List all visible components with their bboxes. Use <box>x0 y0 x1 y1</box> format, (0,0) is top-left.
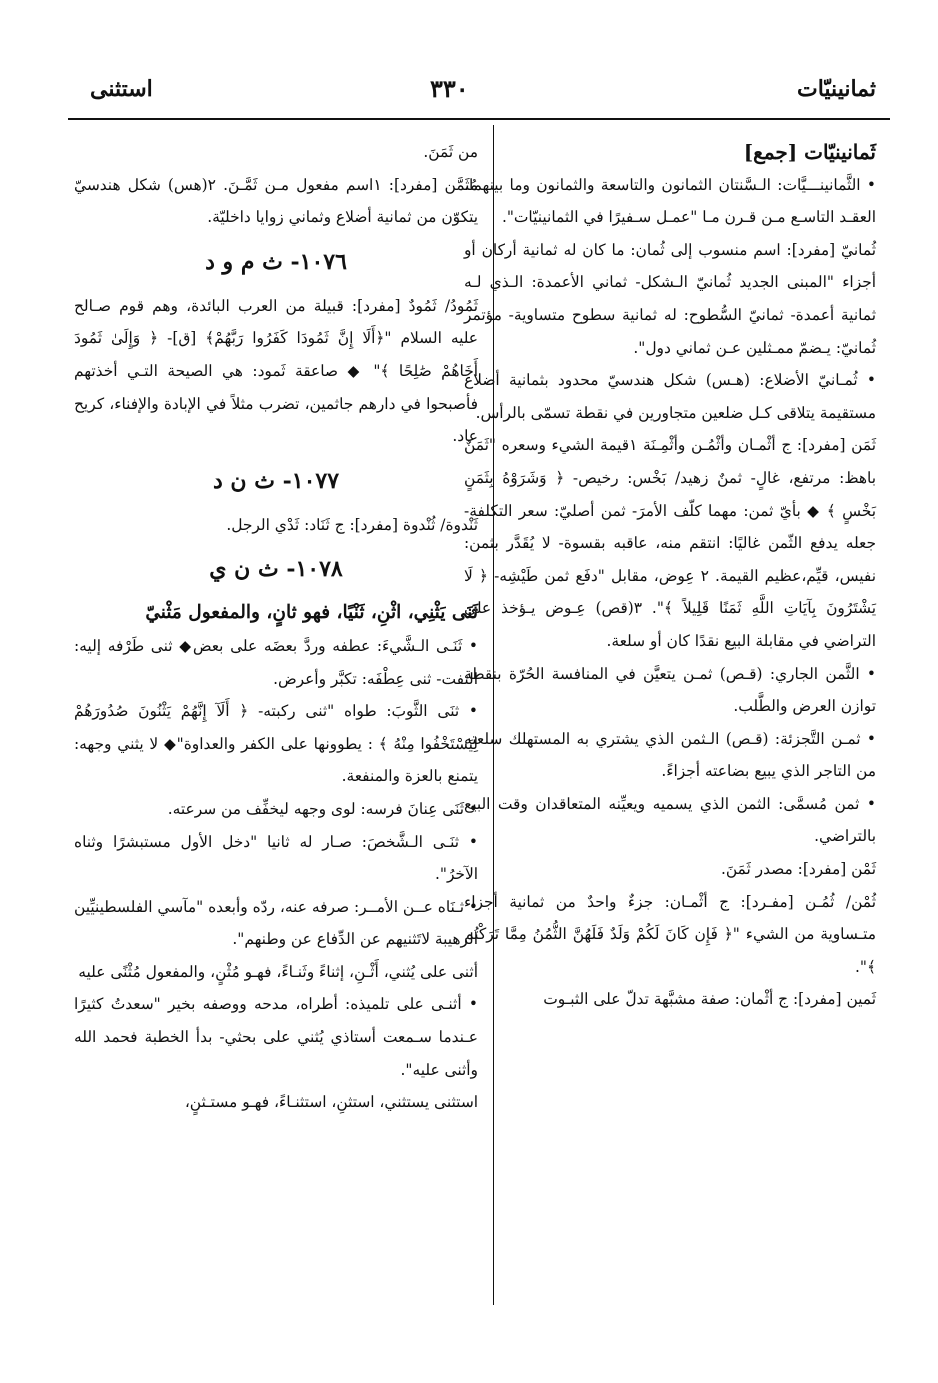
entry-paragraph: ثَنْدوة/ ثُنْدوة [مفرد]: ج ثَنَاد: ثَدْي الرجل. <box>226 515 478 534</box>
entry-paragraph: • ثنَى الثَّوبَ: طواه "ثنى ركبته- ﴿ أَلَآ إِنَّهُمْ يَثْنُونَ صُدُورَهُمْ لِيَسْتَخْفُوا مِنْهُ ﴾ : يطوونها على الكفر والعداوة"◆ لا يثني وجهه: يتمنع بالعزة والمنفعة. <box>74 702 478 786</box>
entry-paragraph: • ثُمـانيّ الأضلاع: (هـس) شكل هندسيّ محدود بثمانية أضلاع مستقيمة يتلاقى كـل ضلعين متجاورين في نقطة تسمّى بالرأس. <box>464 371 876 422</box>
entry-paragraph: • ثَنَـى الـشَّيءَ: عطفه وردَّ بعضَه على بعض◆ ثنى طَرْفه إليه: التفت- ثنى عِطْفَه: تكبَّر وأعرض. <box>74 636 478 688</box>
entry-paragraph: ثَمُودُ/ ثَمُودٌ [مفرد]: قبيلة من العرب البائدة، وهم قوم صـالح عليه السلام "﴿أَلَا إِنَّ ثَمُودَا كَفَرُوا رَبَّهُمْ﴾ [ق]- ﴿ وَإِلَىٰ ثَمُودَ أَخَاهُمْ صَٰلِحًا ﴾" ◆ صاعقة ثَمود: هي الصيحة التـي أخذتهم فأصبحوا في دارهم جاثمين، تضرب مثلاً في الإبادة والإفناء، كريح عاد. <box>74 296 478 446</box>
root-heading: ١٠٧٦- ث م و د <box>205 248 347 275</box>
entry-paragraph: ثَمَن [مفرد]: ج أثْمـان وأثْمُـن وأثْمِـنَة ١قيمة الشيء وسعره "ثَمَنٌ باهظ: مرتفع، غالٍ- ثمنٌ زهيد/ بَخْس: رخيص- ﴿ وَشَرَوْهُ بِثَمَنٍ بَخْسٍ ﴾ ◆ بأيّ ثمن: مهما كلّف الأمرَ- ثمن أصليّ: سعر التكلفة- جعله يدفع الثّمن غاليًا: انتقم منه، عاقبه بقسوة- لا يُقَدَّر بثمن: نفيس، قيِّم،عظيم القيمة. ٢ عِوض، مقابل "دفَع ثمن طَيْشِه- ﴿ لَا يَشْتَرُونَ بِآيَاتِ اللَّهِ ثَمَنًا قَلِيلاً ﴾". ٣(قص) عِـوض يـؤخذ على التراضي في مقابلة البيع نقدًا كان أو سلعة. <box>464 436 877 650</box>
header-rule <box>68 118 890 120</box>
entry-paragraph: • ثمن مُسمَّى: الثمن الذي يسميه ويعيِّنه المتعاقدان وقت البيع بالتراضي. <box>464 794 876 846</box>
entry-paragraph: استثنى يستثني، استثنِ، استثنـاءً، فهـو مستـثنٍ، <box>184 1093 478 1112</box>
section-title: ثَمانينيّات [جمع] <box>743 140 876 164</box>
entry-paragraph: من ثَمَنَ. <box>423 143 478 161</box>
entry-paragraph: ثُمانيّ [مفرد]: اسم منسوب إلى ثُمان: ما كان له ثمانية أركان أو أجزاء "المبنى الجديد ثُمانيّ الـشكل- ثماني الأعمدة: الـذي لـه ثمانية أعمدة- ثمانيّ السُّطوح: له ثمانية سطوح متساوية- مؤتمر ثُمانيّ: يـضمّ ممـثلين عـن ثماني دول". <box>464 240 876 357</box>
running-header-left: استثنى <box>90 76 153 102</box>
entry-paragraph: • الثَّمن الجاري: (قـص) ثمـن يتعيَّن في المنافسة الحُرّة بنقطة توازن العرض والطَّلب. <box>464 664 876 716</box>
entry-paragraph: • أثنـى على تلميذه: أطراه، مدحه ووصفه بخير "سعدتُ كثيرًا عـندما سـمعت أستاذي يُثني على بحثي- بدأ الخطبة فحمد الله وأثنى عليه". <box>74 995 478 1079</box>
entry-paragraph: • الثَّمانينـــيَّات: الـسَّنتان الثمانون والتاسعة والثمانون وما بينهما، العقـد التاسـع مـن قـرن مـا "عمـل سـفيرًا في الثمانينيّات". <box>464 175 876 227</box>
entry-paragraph: ثَمين [مفرد]: ج أثْمان: صفة مشبَّهة تدلّ على الثبـوت <box>543 990 876 1009</box>
verb-headword: ثَنَى يَثْنِي، اثْنِ، ثَنْيًا، فهو ثانٍ، والمفعول مَثْنيّ <box>145 602 478 624</box>
right-column <box>464 136 876 1016</box>
entry-paragraph: • ثنَـى الـشَّخصَ: صـار له ثانيا "دخل الأول مستبشرًا وثناه الآخرُ". <box>74 832 478 884</box>
entry-paragraph: • ثَنَى عِنانَ فرسه: لوى وجهه ليخفِّف من سرعته. <box>167 799 478 818</box>
left-column <box>74 136 478 1119</box>
entry-paragraph: ثُمْن/ ثُمُـن [مفـرد]: ج أثْمـان: جزءٌ واحدٌ من ثمانية أجزاء متـساوية من الشيء "﴿ فَإِن كَانَ لَكُمْ وَلَدٌ فَلَهُنَّ الثُّمُنُ مِمَّا تَرَكْتُم ﴾". <box>464 892 876 976</box>
root-heading: ١٠٧٧- ث ن د <box>212 467 340 494</box>
entry-paragraph: • ثمـن التَّجزئة: (قـص) الـثمن الذي يشتري به المستهلك سلعته من التاجر الذي يبيع بضاعته أجزاءً. <box>464 729 876 781</box>
entry-paragraph: • ثـنَاه عــن الأمــر: صرفه عنه، ردّه وأبعده "مآسي الفلسطينيِّين الرهيبة لاتَثنيهم عن الدِّفاع عن وطنهم". <box>74 897 478 949</box>
entry-paragraph: ثَمْن [مفرد]: مصدر ثَمَنَ. <box>720 860 876 879</box>
entry-paragraph: مُثَمَّن [مفرد]: ١اسم مفعول مـن ثَمَّـنَ. ٢(هس) شكل هندسيّ يتكوّن من ثمانية أضلاع وثماني زوايا داخليّة. <box>74 175 478 227</box>
entry-paragraph: أثنى على يُثني، أَثْـنِ، إثناءً وثَنـاءً، فهـو مُثْنٍ، والمفعول مُثْنًى عليه <box>78 962 478 981</box>
page-number: ٣٣٠ <box>430 74 469 103</box>
running-header-right: ثمانينيّات <box>797 76 876 102</box>
root-heading: ١٠٧٨- ث ن ي <box>209 556 343 583</box>
